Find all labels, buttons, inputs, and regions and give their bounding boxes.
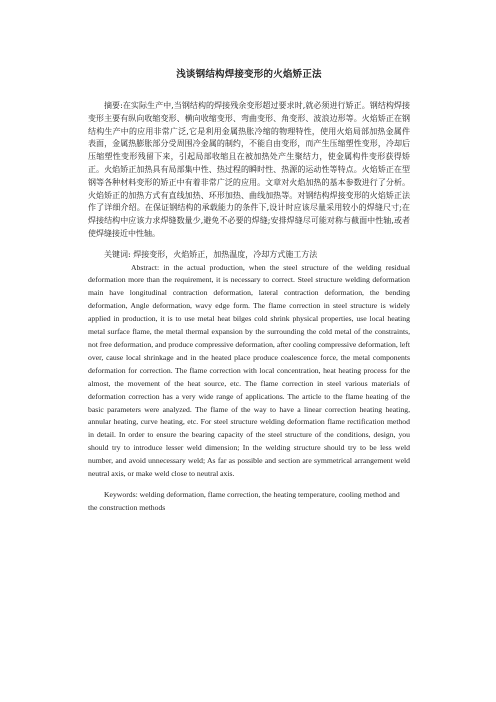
document-page [88, 62, 410, 515]
chinese-abstract: 摘要:在实际生产中,当钢结构的焊接残余变形超过要求时,就必须进行矫正。钢结构焊接变形主要有纵向收缩变形、横向收缩变形、弯曲变形、角变形、波浪边形等。火焰矫正在钢结构生产中的应用非常广泛,它是利用金属热胀冷缩的物理特性，使用火焰局部加热金属件表面，金属热膨胀部分受周围冷金属的制约，不能自由变形，而产生压缩塑性变形，冷却后压缩塑性变形残留下来，引起局部收缩且在被加热处产生聚结力，使金属构件变形获得矫正。火焰矫正加热具有局部集中性、热过程的瞬时性、热源的运动性等特点。火焰矫正在型钢等各种材料变形的矫正中有着非常广泛的应用。文章对火焰加热的基本参数进行了分析。火焰矫正的加热方式有直线加热、环形加热、曲线加热等。对钢结构焊接变形的火焰矫正法作了详细介绍。在保证钢结构的承载能力的条件下,设计时应该尽量采用较小的焊缝尺寸;在焊接结构中应该力求焊缝数量少,避免不必要的焊缝;安排焊缝尽可能对称与截面中性轴,或者使焊缝接近中性轴。 [88, 101, 410, 238]
english-keywords: Keywords: welding deformation, flame correction, the heating temperature, cooling method and the construction methods [88, 489, 400, 512]
document-title: 浅谈钢结构焊接变形的火焰矫正法 [176, 69, 322, 80]
chinese-keywords: 关键词: 焊接变形，火焰矫正，加热温度，冷却方式施工方法 [104, 249, 318, 259]
english-abstract: Abstract: in the actual production, when the steel structure of the welding residual deformation more than the requirement, it is necessary to correct. Steel structure welding deformation main have longitudinal contraction deformation, lateral contraction deformation, the bending deformation, Angle deformation, wavy edge form. The flame correction in steel structure is widely applied in production, it is to use metal heat bilges cold shrink physical properties, use local heating metal surface flame, the metal thermal expansion by the surrounding the cold metal of the constraints, not free deformation, and produce compressive deformation, after cooling compressive deformation, left over, cause local shrinkage and in the heated place produce coalescence force, the metal components deformation for correction. The flame correction with local concentration, heat heating process for the almost, the movement of the heat source, etc. The flame correction in steel various materials of deformation correction has a very wide range of applications. The article to the flame heating of the basic parameters were analyzed. The flame of the way to have a linear correction heating heating, annular heating, curve heating, etc. For steel structure welding deformation flame rectification method in detail. In order to ensure the bearing capacity of the steel structure of the conditions, design, you should try to introduce lesser weld dimension; In the welding structure should try to be less weld number, and avoid unnecessary weld; As far as possible and section are symmetrical arrangement weld neutral axis, or make weld close to neutral axis. [88, 262, 410, 479]
